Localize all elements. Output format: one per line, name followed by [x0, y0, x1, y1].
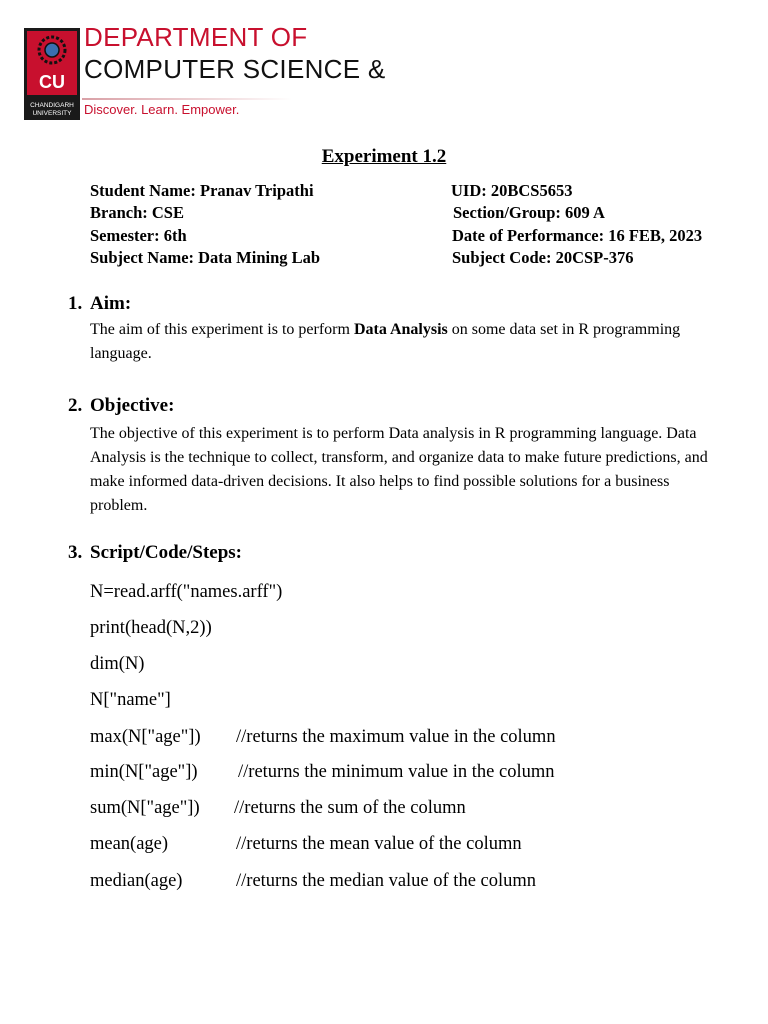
code-comment: //returns the median value of the column: [236, 871, 537, 891]
code-text: N=read.arff("names.arff"): [90, 582, 283, 602]
script-number: 3.: [68, 542, 83, 563]
objective-heading: [68, 395, 174, 417]
experiment-title: Experiment 1.2: [321, 146, 447, 167]
aim-paragraph: [90, 318, 730, 366]
code-text: dim(N): [90, 654, 145, 674]
code-line: [90, 654, 144, 675]
code-text: sum(N["age"]): [90, 798, 200, 818]
code-text: max(N["age"]): [90, 727, 201, 747]
section-group: Section/Group: 609 A: [453, 203, 605, 222]
svg-text:CU: CU: [39, 72, 65, 92]
code-comment: //returns the maximum value in the column: [236, 727, 556, 747]
aim-text-start: The aim of this experiment is to perform: [90, 321, 354, 338]
code-line: [90, 871, 537, 892]
subject-code: Subject Code: 20CSP-376: [452, 248, 634, 267]
code-comment: //returns the sum of the column: [234, 798, 466, 818]
code-line: [90, 618, 212, 639]
document-header: [24, 22, 386, 122]
aim-heading-text: Aim:: [90, 293, 132, 314]
code-line: [90, 762, 555, 783]
tagline: Discover. Learn. Empower.: [84, 102, 240, 117]
code-text: N["name"]: [90, 690, 171, 710]
department-title-line1: DEPARTMENT OF: [84, 22, 308, 52]
code-comment: //returns the minimum value in the column: [238, 762, 555, 782]
code-text: mean(age): [90, 834, 169, 854]
branch: Branch: CSE: [90, 203, 184, 222]
objective-number: 2.: [68, 395, 83, 416]
code-line: [90, 798, 466, 819]
header-divider: [82, 98, 292, 100]
code-text: median(age): [90, 871, 183, 891]
department-title-line2: COMPUTER SCIENCE &: [84, 54, 386, 84]
code-text: min(N["age"]): [90, 762, 198, 782]
aim-text-end: on some data set in R programming language.: [90, 321, 681, 362]
objective-heading-text: Objective:: [90, 395, 175, 416]
script-heading: [68, 542, 242, 564]
semester: Semester: 6th: [90, 226, 187, 245]
subject-name: Subject Name: Data Mining Lab: [90, 248, 321, 267]
aim-number: 1.: [68, 293, 83, 314]
script-heading-text: Script/Code/Steps:: [90, 542, 242, 563]
code-line: [90, 582, 282, 603]
code-line: [90, 727, 556, 748]
code-line: [90, 834, 522, 855]
svg-text:UNIVERSITY: UNIVERSITY: [32, 110, 72, 117]
student-uid: UID: 20BCS5653: [451, 181, 573, 200]
university-logo: [24, 28, 80, 120]
aim-text-bold: Data Analysis: [353, 321, 448, 338]
date-of-performance: Date of Performance: 16 FEB, 2023: [452, 226, 703, 245]
cu-logo-icon: [24, 28, 80, 120]
code-comment: //returns the mean value of the column: [236, 834, 522, 854]
svg-text:CHANDIGARH: CHANDIGARH: [30, 102, 74, 109]
code-line: [90, 690, 171, 711]
objective-paragraph: The objective of this experiment is to perform Data analysis in R programming language. Data Analysis is the technique to collect, transform, and organize data to make future predictions, and make informed data-driven decisions. It also helps to find possible solutions for a business problem.: [90, 425, 708, 514]
student-name: Student Name: Pranav Tripathi: [90, 181, 314, 200]
code-text: print(head(N,2)): [90, 618, 212, 638]
aim-heading: [68, 293, 131, 315]
